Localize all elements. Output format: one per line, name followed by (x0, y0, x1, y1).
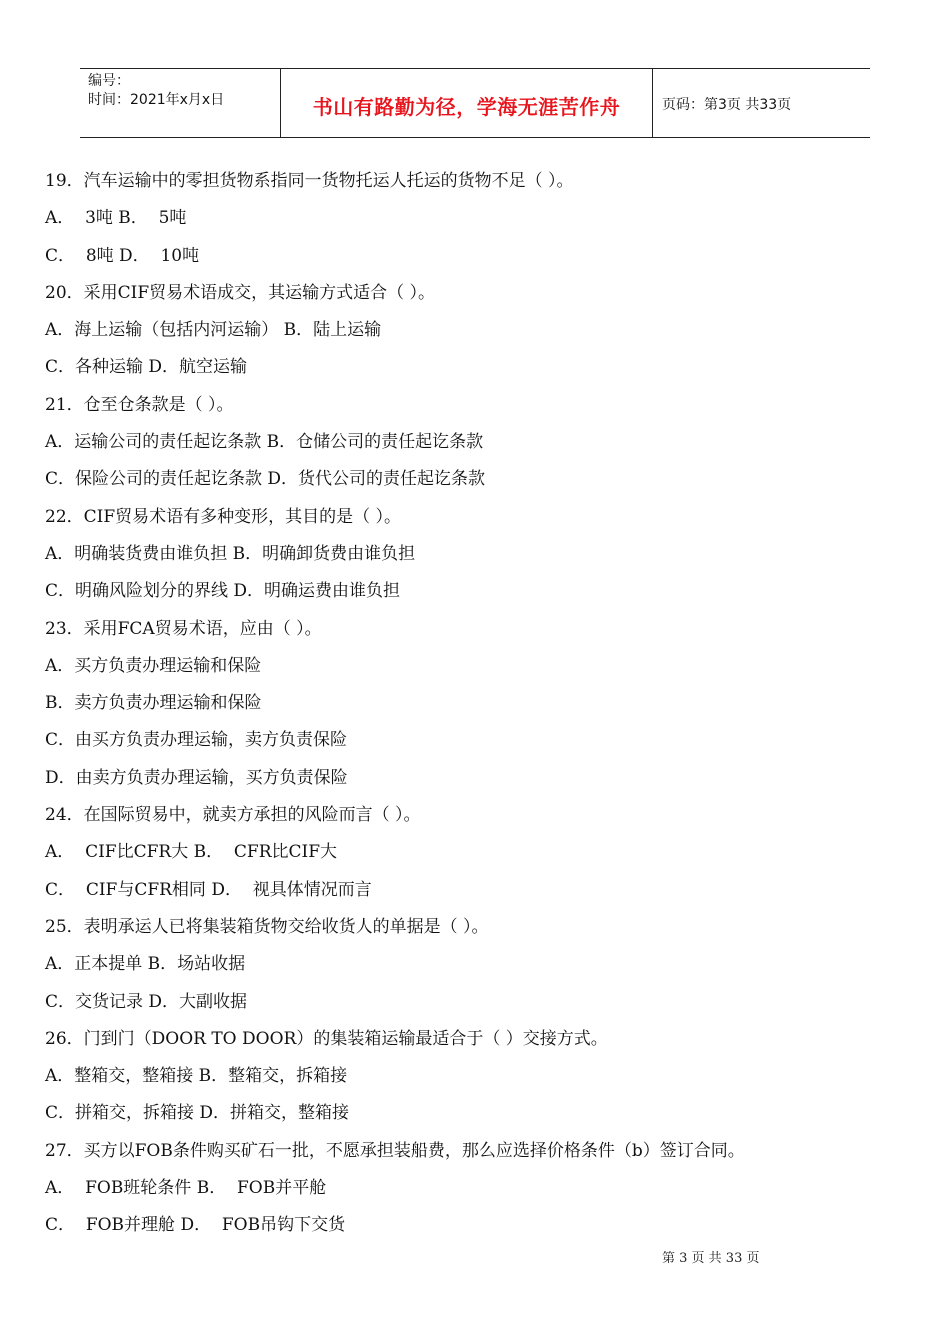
question-options: C．由买方负责办理运输，卖方负责保险 (45, 730, 348, 751)
question-options: A．整箱交，整箱接 B．整箱交，拆箱接 (45, 1066, 348, 1087)
page-info: 页码：第3页 共33页 (662, 97, 792, 113)
question-stem: 22．CIF贸易术语有多种变形，其目的是（ ）。 (45, 506, 402, 527)
question-options: C．拼箱交，拆箱接 D．拼箱交，整箱接 (45, 1103, 350, 1124)
question-stem: 27．买方以FOB条件购买矿石一批，不愿承担装船费，那么应选择价格条件（b）签订合同。 (45, 1140, 745, 1161)
question-options: C．保险公司的责任起讫条款 D．货代公司的责任起讫条款 (45, 469, 486, 490)
time-label: 时间：2021年x月x日 (88, 92, 225, 108)
question-stem: 25．表明承运人已将集装箱货物交给收货人的单据是（ ）。 (45, 916, 489, 937)
question-stem: 20．采用CIF贸易术语成交，其运输方式适合（ ）。 (45, 282, 436, 303)
question-options: A．正本提单 B．场站收据 (45, 954, 246, 975)
question-stem: 26．门到门（DOOR TO DOOR）的集装箱运输最适合于（ ）交接方式。 (45, 1028, 608, 1049)
motto-text: 书山有路勤为径，学海无涯苦作舟 (281, 69, 653, 137)
question-options: D．由卖方负责办理运输，买方负责保险 (45, 767, 348, 788)
question-options: A． 3吨 B． 5吨 (45, 208, 187, 229)
question-stem: 24．在国际贸易中，就卖方承担的风险而言（ ）。 (45, 805, 421, 826)
question-options: C． CIF与CFR相同 D． 视具体情况而言 (45, 879, 372, 900)
question-options: C．明确风险划分的界线 D．明确运费由谁负担 (45, 581, 401, 602)
document-header (80, 68, 870, 138)
question-stem: 23．采用FCA贸易术语，应由（ ）。 (45, 618, 322, 639)
question-list (45, 165, 865, 1247)
question-stem: 21．仓至仓条款是（ ）。 (45, 394, 234, 415)
question-options: A． FOB班轮条件 B． FOB并平舱 (45, 1178, 327, 1199)
question-stem: 19．汽车运输中的零担货物系指同一货物托运人托运的货物不足（ ）。 (45, 171, 574, 191)
number-label: 编号： (88, 73, 130, 89)
question-options: C．交货记录 D．大副收据 (45, 991, 248, 1012)
question-options: A．运输公司的责任起讫条款 B．仓储公司的责任起讫条款 (45, 432, 484, 453)
question-options: C．各种运输 D．航空运输 (45, 357, 248, 378)
question-options: C． FOB并理舱 D． FOB吊钩下交货 (45, 1215, 346, 1236)
question-options: C． 8吨 D． 10吨 (45, 245, 200, 266)
header-meta-cell (80, 69, 281, 137)
question-options: A． CIF比CFR大 B． CFR比CIF大 (45, 842, 338, 863)
question-options: A．明确装货费由谁负担 B．明确卸货费由谁负担 (45, 543, 416, 564)
page-footer: 第 3 页 共 33 页 (662, 1251, 760, 1266)
question-options: A．买方负责办理运输和保险 (45, 655, 262, 676)
question-options: A．海上运输（包括内河运输） B．陆上运输 (45, 320, 382, 341)
question-options: B．卖方负责办理运输和保险 (45, 693, 262, 714)
